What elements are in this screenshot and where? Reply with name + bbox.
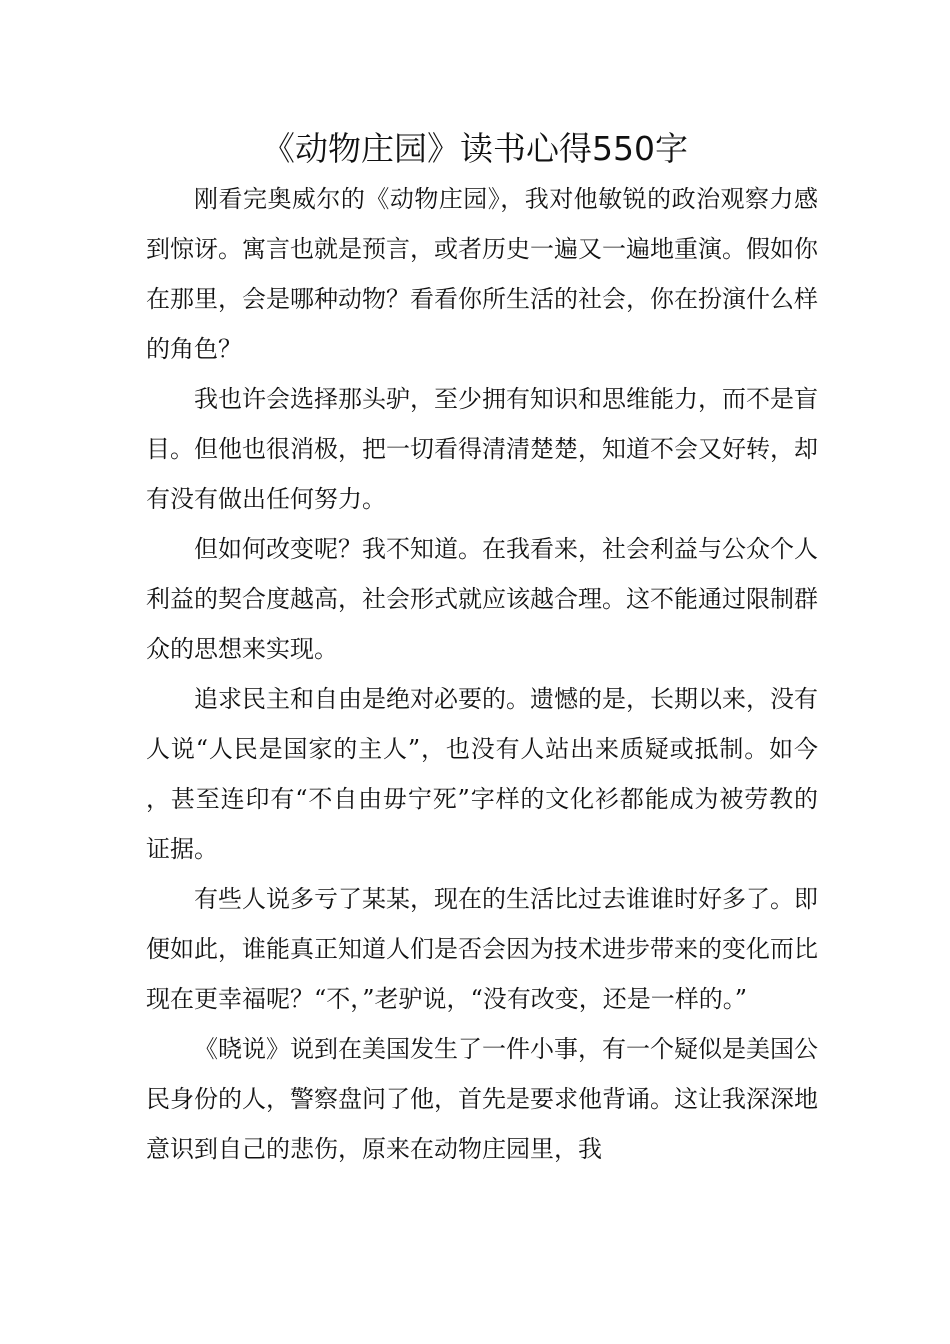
paragraph-6: 《晓说》说到在美国发生了一件小事，有一个疑似是美国公民身份的人，警察盘问了他，首先是要求他背诵。这让我深深地意识到自己的悲伤，原来在动物庄园里，我 [146, 1035, 818, 1163]
paragraph-3: 但如何改变呢？我不知道。在我看来，社会利益与公众个人利益的契合度越高，社会形式就应该越合理。这不能通过限制群众的思想来实现。 [146, 535, 818, 663]
document-title: 《动物庄园》读书心得550字 [262, 129, 688, 168]
paragraph-4: 追求民主和自由是绝对必要的。遗憾的是，长期以来，没有人说“人民是国家的主人”，也没有人站出来质疑或抵制。如今，甚至连印有“不自由毋宁死”字样的文化衫都能成为被劳教的证据。 [146, 685, 818, 863]
document-body [146, 174, 818, 1174]
paragraph-1: 刚看完奥威尔的《动物庄园》，我对他敏锐的政治观察力感到惊讶。寓言也就是预言，或者历史一遍又一遍地重演。假如你在那里，会是哪种动物？看看你所生活的社会，你在扮演什么样的角色？ [146, 185, 818, 363]
paragraph-5: 有些人说多亏了某某，现在的生活比过去谁谁时好多了。即便如此，谁能真正知道人们是否会因为技术进步带来的变化而比现在更幸福呢？“不，”老驴说，“没有改变，还是一样的。” [146, 885, 818, 1013]
paragraph-2: 我也许会选择那头驴，至少拥有知识和思维能力，而不是盲目。但他也很消极，把一切看得清清楚楚，知道不会又好转，却有没有做出任何努力。 [146, 385, 818, 513]
